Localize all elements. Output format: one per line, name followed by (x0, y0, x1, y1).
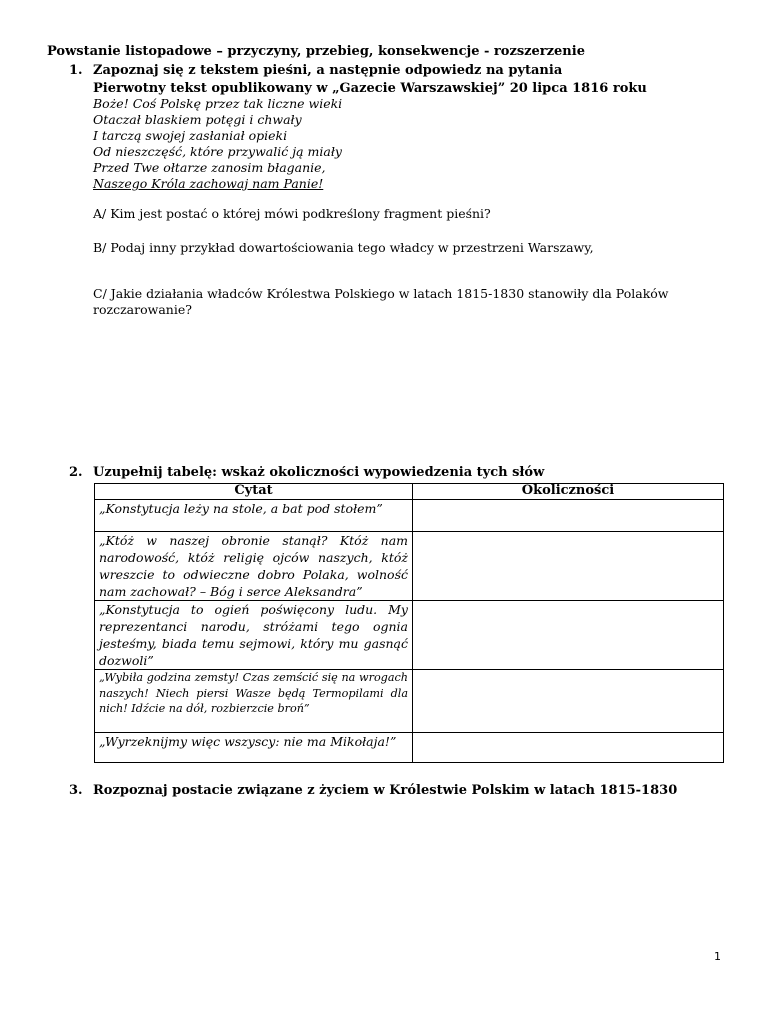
quote-cell: „Konstytucja to ogień poświęcony ludu. My reprezentanci narodu, stróżami tego ognia jesteśmy, biada temu sejmowi, który mu gasnąć dozwoli” (95, 601, 413, 670)
table-header-row (95, 484, 724, 500)
poem-line: Boże! Coś Polskę przez tak liczne wieki (93, 96, 343, 111)
poem-line: Otaczał blaskiem potęgi i chwały (93, 112, 302, 127)
song-poem (93, 96, 342, 192)
table-row (95, 601, 724, 670)
table-row (95, 733, 724, 763)
poem-line: Od nieszczęść, które przywalić ją miały (93, 144, 342, 159)
quote-cell: „Wybiła godzina zemsty! Czas zemścić się na wrogach naszych! Niech piersi Wasze będą Termopilami dla nich! Idźcie na dół, rozbierzcie broń” (95, 670, 413, 733)
quote-cell: „Konstytucja leży na stole, a bat pod stołem” (95, 500, 413, 532)
question-1a: A/ Kim jest postać o której mówi podkreślony fragment pieśni? (93, 206, 491, 221)
table-row (95, 500, 724, 532)
column-header-circumstances: Okoliczności (413, 484, 724, 500)
question-1-source: Pierwotny tekst opublikowany w „Gazecie Warszawskiej” 20 lipca 1816 roku (93, 81, 647, 96)
question-1-number: 1. (69, 63, 83, 78)
question-2-number: 2. (69, 465, 83, 480)
answer-cell[interactable] (413, 500, 724, 532)
question-3-instruction: Rozpoznaj postacie związane z życiem w Królestwie Polskim w latach 1815-1830 (93, 783, 678, 798)
poem-line-underlined: Naszego Króla zachowaj nam Panie! (93, 176, 324, 191)
question-2-instruction: Uzupełnij tabelę: wskaż okoliczności wypowiedzenia tych słów (93, 465, 545, 480)
poem-line: Przed Twe ołtarze zanosim błaganie, (93, 160, 326, 175)
quote-cell: „Wyrzeknijmy więc wszyscy: nie ma Mikołaja!” (95, 733, 413, 763)
quote-cell: „Któż w naszej obronie stanął? Któż nam narodowość, któż religię ojców naszych, któż wreszcie to odwieczne dobro Polaka, wolność nam zachował? – Bóg i serce Aleksandra” (95, 532, 413, 601)
column-header-quote: Cytat (95, 484, 413, 500)
answer-cell[interactable] (413, 670, 724, 733)
answer-cell[interactable] (413, 733, 724, 763)
question-1-instruction: Zapoznaj się z tekstem pieśni, a następnie odpowiedz na pytania (93, 63, 563, 78)
answer-cell[interactable] (413, 532, 724, 601)
answer-cell[interactable] (413, 601, 724, 670)
document-title: Powstanie listopadowe – przyczyny, przebieg, konsekwencje - rozszerzenie (47, 44, 585, 59)
poem-line: I tarczą swojej zasłaniał opieki (93, 128, 288, 143)
question-1c: C/ Jakie działania władców Królestwa Polskiego w latach 1815-1830 stanowiły dla Polaków rozczarowanie? (93, 286, 669, 317)
question-1b: B/ Podaj inny przykład dowartościowania tego władcy w przestrzeni Warszawy, (93, 240, 594, 255)
table-row (95, 532, 724, 601)
question-3-number: 3. (69, 783, 83, 798)
page-number: 1 (714, 950, 721, 963)
table-row (95, 670, 724, 733)
quotes-table (94, 483, 724, 763)
